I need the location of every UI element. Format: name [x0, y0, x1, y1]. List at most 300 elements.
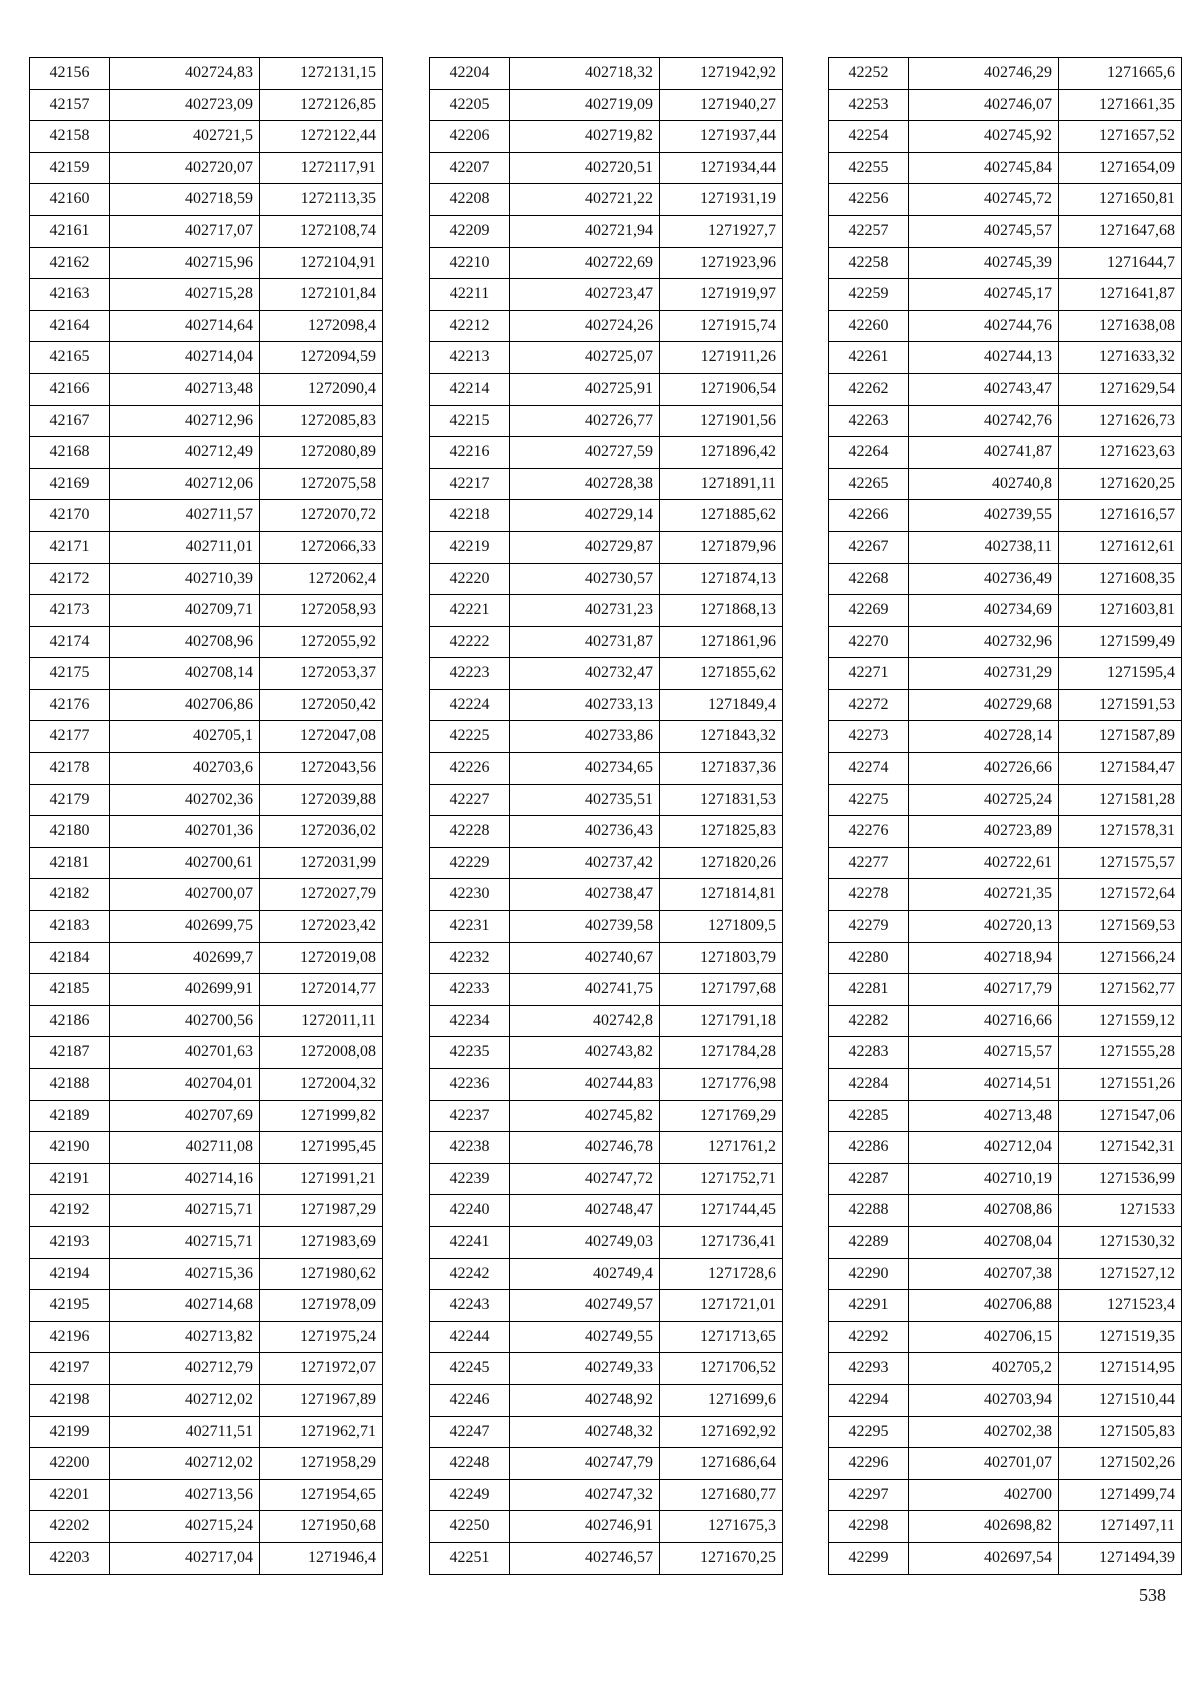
- x-coordinate-cell: 402705,2: [909, 1353, 1059, 1385]
- y-coordinate-cell: 1272050,42: [260, 689, 383, 721]
- table-row: [30, 1132, 383, 1164]
- x-coordinate-cell: 402725,91: [510, 373, 660, 405]
- point-id-cell: 42207: [430, 152, 510, 184]
- y-coordinate-cell: 1271551,26: [1059, 1069, 1182, 1101]
- table-row: [430, 310, 783, 342]
- x-coordinate-cell: 402702,38: [909, 1416, 1059, 1448]
- table-row: [30, 342, 383, 374]
- y-coordinate-cell: 1272004,32: [260, 1069, 383, 1101]
- table-row: [829, 689, 1182, 721]
- table-row: [30, 847, 383, 879]
- table-row: [829, 974, 1182, 1006]
- x-coordinate-cell: 402703,6: [110, 753, 260, 785]
- point-id-cell: 42195: [30, 1290, 110, 1322]
- table-row: [30, 974, 383, 1006]
- point-id-cell: 42267: [829, 531, 909, 563]
- x-coordinate-cell: 402700: [909, 1479, 1059, 1511]
- point-id-cell: 42225: [430, 721, 510, 753]
- table-row: [430, 215, 783, 247]
- x-coordinate-cell: 402736,49: [909, 563, 1059, 595]
- x-coordinate-cell: 402732,47: [510, 658, 660, 690]
- point-id-cell: 42162: [30, 247, 110, 279]
- x-coordinate-cell: 402734,65: [510, 753, 660, 785]
- point-id-cell: 42172: [30, 563, 110, 595]
- x-coordinate-cell: 402745,39: [909, 247, 1059, 279]
- x-coordinate-cell: 402720,13: [909, 911, 1059, 943]
- x-coordinate-cell: 402700,56: [110, 1005, 260, 1037]
- x-coordinate-cell: 402731,87: [510, 626, 660, 658]
- table-row: [30, 721, 383, 753]
- y-coordinate-cell: 1271868,13: [660, 595, 783, 627]
- y-coordinate-cell: 1271612,61: [1059, 531, 1182, 563]
- table-row: [829, 816, 1182, 848]
- y-coordinate-cell: 1271987,29: [260, 1195, 383, 1227]
- point-id-cell: 42289: [829, 1226, 909, 1258]
- point-id-cell: 42251: [430, 1542, 510, 1574]
- y-coordinate-cell: 1271566,24: [1059, 942, 1182, 974]
- table-row: [430, 847, 783, 879]
- x-coordinate-cell: 402709,71: [110, 595, 260, 627]
- y-coordinate-cell: 1272031,99: [260, 847, 383, 879]
- y-coordinate-cell: 1272090,4: [260, 373, 383, 405]
- table-row: [829, 1100, 1182, 1132]
- point-id-cell: 42233: [430, 974, 510, 1006]
- point-id-cell: 42205: [430, 89, 510, 121]
- table-row: [30, 89, 383, 121]
- x-coordinate-cell: 402715,71: [110, 1226, 260, 1258]
- x-coordinate-cell: 402724,83: [110, 58, 260, 90]
- x-coordinate-cell: 402749,55: [510, 1321, 660, 1353]
- x-coordinate-cell: 402746,78: [510, 1132, 660, 1164]
- table-row: [30, 468, 383, 500]
- y-coordinate-cell: 1271911,26: [660, 342, 783, 374]
- x-coordinate-cell: 402722,69: [510, 247, 660, 279]
- x-coordinate-cell: 402714,04: [110, 342, 260, 374]
- x-coordinate-cell: 402733,13: [510, 689, 660, 721]
- point-id-cell: 42246: [430, 1384, 510, 1416]
- y-coordinate-cell: 1272098,4: [260, 310, 383, 342]
- point-id-cell: 42173: [30, 595, 110, 627]
- y-coordinate-cell: 1272019,08: [260, 942, 383, 974]
- point-id-cell: 42163: [30, 279, 110, 311]
- x-coordinate-cell: 402742,76: [909, 405, 1059, 437]
- point-id-cell: 42247: [430, 1416, 510, 1448]
- y-coordinate-cell: 1271791,18: [660, 1005, 783, 1037]
- y-coordinate-cell: 1272070,72: [260, 500, 383, 532]
- table-row: [30, 1258, 383, 1290]
- x-coordinate-cell: 402712,79: [110, 1353, 260, 1385]
- y-coordinate-cell: 1271581,28: [1059, 784, 1182, 816]
- y-coordinate-cell: 1271680,77: [660, 1479, 783, 1511]
- table-row: [829, 152, 1182, 184]
- x-coordinate-cell: 402746,07: [909, 89, 1059, 121]
- point-id-cell: 42234: [430, 1005, 510, 1037]
- x-coordinate-cell: 402718,59: [110, 184, 260, 216]
- table-row: [829, 531, 1182, 563]
- point-id-cell: 42157: [30, 89, 110, 121]
- x-coordinate-cell: 402720,51: [510, 152, 660, 184]
- point-id-cell: 42268: [829, 563, 909, 595]
- x-coordinate-cell: 402718,32: [510, 58, 660, 90]
- table-row: [30, 531, 383, 563]
- point-id-cell: 42189: [30, 1100, 110, 1132]
- point-id-cell: 42187: [30, 1037, 110, 1069]
- point-id-cell: 42284: [829, 1069, 909, 1101]
- x-coordinate-cell: 402746,29: [909, 58, 1059, 90]
- y-coordinate-cell: 1271587,89: [1059, 721, 1182, 753]
- x-coordinate-cell: 402739,55: [909, 500, 1059, 532]
- point-id-cell: 42219: [430, 531, 510, 563]
- point-id-cell: 42193: [30, 1226, 110, 1258]
- table-row: [829, 563, 1182, 595]
- x-coordinate-cell: 402747,72: [510, 1163, 660, 1195]
- x-coordinate-cell: 402715,36: [110, 1258, 260, 1290]
- x-coordinate-cell: 402740,67: [510, 942, 660, 974]
- point-id-cell: 42158: [30, 121, 110, 153]
- point-id-cell: 42165: [30, 342, 110, 374]
- table-row: [829, 1163, 1182, 1195]
- x-coordinate-cell: 402714,16: [110, 1163, 260, 1195]
- table-row: [829, 626, 1182, 658]
- y-coordinate-cell: 1271620,25: [1059, 468, 1182, 500]
- coordinate-table-3: [828, 57, 1182, 1575]
- point-id-cell: 42171: [30, 531, 110, 563]
- x-coordinate-cell: 402749,33: [510, 1353, 660, 1385]
- point-id-cell: 42204: [430, 58, 510, 90]
- table-row: [829, 784, 1182, 816]
- table-row: [829, 595, 1182, 627]
- table-row: [829, 847, 1182, 879]
- table-row: [430, 405, 783, 437]
- x-coordinate-cell: 402743,47: [909, 373, 1059, 405]
- point-id-cell: 42227: [430, 784, 510, 816]
- y-coordinate-cell: 1271633,32: [1059, 342, 1182, 374]
- table-row: [30, 1195, 383, 1227]
- x-coordinate-cell: 402708,04: [909, 1226, 1059, 1258]
- table-row: [30, 689, 383, 721]
- y-coordinate-cell: 1271937,44: [660, 121, 783, 153]
- point-id-cell: 42226: [430, 753, 510, 785]
- x-coordinate-cell: 402711,51: [110, 1416, 260, 1448]
- y-coordinate-cell: 1271980,62: [260, 1258, 383, 1290]
- x-coordinate-cell: 402731,29: [909, 658, 1059, 690]
- table-row: [30, 215, 383, 247]
- x-coordinate-cell: 402708,86: [909, 1195, 1059, 1227]
- point-id-cell: 42198: [30, 1384, 110, 1416]
- point-id-cell: 42190: [30, 1132, 110, 1164]
- x-coordinate-cell: 402700,07: [110, 879, 260, 911]
- y-coordinate-cell: 1271502,26: [1059, 1448, 1182, 1480]
- point-id-cell: 42206: [430, 121, 510, 153]
- table-row: [829, 1542, 1182, 1574]
- point-id-cell: 42236: [430, 1069, 510, 1101]
- table-row: [430, 1226, 783, 1258]
- point-id-cell: 42260: [829, 310, 909, 342]
- point-id-cell: 42243: [430, 1290, 510, 1322]
- point-id-cell: 42263: [829, 405, 909, 437]
- table-row: [30, 1542, 383, 1574]
- y-coordinate-cell: 1272027,79: [260, 879, 383, 911]
- y-coordinate-cell: 1271647,68: [1059, 215, 1182, 247]
- y-coordinate-cell: 1271736,41: [660, 1226, 783, 1258]
- x-coordinate-cell: 402719,82: [510, 121, 660, 153]
- point-id-cell: 42217: [430, 468, 510, 500]
- table-row: [430, 974, 783, 1006]
- table-row: [430, 500, 783, 532]
- x-coordinate-cell: 402721,5: [110, 121, 260, 153]
- table-row: [829, 500, 1182, 532]
- table-row: [30, 247, 383, 279]
- y-coordinate-cell: 1271978,09: [260, 1290, 383, 1322]
- x-coordinate-cell: 402730,57: [510, 563, 660, 595]
- table-row: [430, 1100, 783, 1132]
- table-row: [30, 310, 383, 342]
- x-coordinate-cell: 402712,06: [110, 468, 260, 500]
- y-coordinate-cell: 1271638,08: [1059, 310, 1182, 342]
- point-id-cell: 42282: [829, 1005, 909, 1037]
- point-id-cell: 42293: [829, 1353, 909, 1385]
- table-row: [430, 373, 783, 405]
- point-id-cell: 42211: [430, 279, 510, 311]
- table-row: [30, 1511, 383, 1543]
- x-coordinate-cell: 402725,07: [510, 342, 660, 374]
- table-row: [430, 437, 783, 469]
- x-coordinate-cell: 402742,8: [510, 1005, 660, 1037]
- y-coordinate-cell: 1271803,79: [660, 942, 783, 974]
- table-row: [829, 121, 1182, 153]
- point-id-cell: 42253: [829, 89, 909, 121]
- y-coordinate-cell: 1271547,06: [1059, 1100, 1182, 1132]
- x-coordinate-cell: 402728,14: [909, 721, 1059, 753]
- table-row: [829, 1069, 1182, 1101]
- point-id-cell: 42215: [430, 405, 510, 437]
- point-id-cell: 42255: [829, 152, 909, 184]
- table-row: [30, 1353, 383, 1385]
- point-id-cell: 42290: [829, 1258, 909, 1290]
- table-row: [829, 753, 1182, 785]
- y-coordinate-cell: 1271831,53: [660, 784, 783, 816]
- y-coordinate-cell: 1272117,91: [260, 152, 383, 184]
- x-coordinate-cell: 402723,89: [909, 816, 1059, 848]
- x-coordinate-cell: 402731,23: [510, 595, 660, 627]
- table-row: [430, 1005, 783, 1037]
- table-row: [829, 1384, 1182, 1416]
- x-coordinate-cell: 402706,86: [110, 689, 260, 721]
- point-id-cell: 42191: [30, 1163, 110, 1195]
- table-row: [829, 911, 1182, 943]
- point-id-cell: 42287: [829, 1163, 909, 1195]
- x-coordinate-cell: 402698,82: [909, 1511, 1059, 1543]
- x-coordinate-cell: 402749,03: [510, 1226, 660, 1258]
- table-row: [30, 1479, 383, 1511]
- point-id-cell: 42156: [30, 58, 110, 90]
- y-coordinate-cell: 1271692,92: [660, 1416, 783, 1448]
- point-id-cell: 42194: [30, 1258, 110, 1290]
- point-id-cell: 42265: [829, 468, 909, 500]
- x-coordinate-cell: 402707,69: [110, 1100, 260, 1132]
- table-row: [430, 1321, 783, 1353]
- point-id-cell: 42274: [829, 753, 909, 785]
- x-coordinate-cell: 402746,57: [510, 1542, 660, 1574]
- table-row: [430, 1069, 783, 1101]
- table-row: [30, 879, 383, 911]
- point-id-cell: 42188: [30, 1069, 110, 1101]
- x-coordinate-cell: 402705,1: [110, 721, 260, 753]
- point-id-cell: 42166: [30, 373, 110, 405]
- x-coordinate-cell: 402738,11: [909, 531, 1059, 563]
- table-row: [430, 942, 783, 974]
- x-coordinate-cell: 402735,51: [510, 784, 660, 816]
- x-coordinate-cell: 402715,71: [110, 1195, 260, 1227]
- table-row: [30, 152, 383, 184]
- table-row: [430, 689, 783, 721]
- point-id-cell: 42176: [30, 689, 110, 721]
- point-id-cell: 42181: [30, 847, 110, 879]
- point-id-cell: 42272: [829, 689, 909, 721]
- x-coordinate-cell: 402721,94: [510, 215, 660, 247]
- table-row: [430, 1353, 783, 1385]
- x-coordinate-cell: 402726,66: [909, 753, 1059, 785]
- y-coordinate-cell: 1272062,4: [260, 563, 383, 595]
- point-id-cell: 42285: [829, 1100, 909, 1132]
- x-coordinate-cell: 402701,07: [909, 1448, 1059, 1480]
- y-coordinate-cell: 1272126,85: [260, 89, 383, 121]
- table-row: [30, 595, 383, 627]
- point-id-cell: 42299: [829, 1542, 909, 1574]
- point-id-cell: 42168: [30, 437, 110, 469]
- point-id-cell: 42276: [829, 816, 909, 848]
- coordinate-table-2: [429, 57, 783, 1575]
- y-coordinate-cell: 1272014,77: [260, 974, 383, 1006]
- table-row: [30, 1448, 383, 1480]
- table-row: [829, 310, 1182, 342]
- x-coordinate-cell: 402703,94: [909, 1384, 1059, 1416]
- y-coordinate-cell: 1271797,68: [660, 974, 783, 1006]
- x-coordinate-cell: 402741,75: [510, 974, 660, 1006]
- y-coordinate-cell: 1272008,08: [260, 1037, 383, 1069]
- point-id-cell: 42220: [430, 563, 510, 595]
- point-id-cell: 42210: [430, 247, 510, 279]
- point-id-cell: 42223: [430, 658, 510, 690]
- y-coordinate-cell: 1271891,11: [660, 468, 783, 500]
- point-id-cell: 42184: [30, 942, 110, 974]
- point-id-cell: 42232: [430, 942, 510, 974]
- y-coordinate-cell: 1271595,4: [1059, 658, 1182, 690]
- table-row: [30, 279, 383, 311]
- y-coordinate-cell: 1271569,53: [1059, 911, 1182, 943]
- table-row: [829, 342, 1182, 374]
- y-coordinate-cell: 1271603,81: [1059, 595, 1182, 627]
- y-coordinate-cell: 1271769,29: [660, 1100, 783, 1132]
- y-coordinate-cell: 1271940,27: [660, 89, 783, 121]
- x-coordinate-cell: 402744,76: [909, 310, 1059, 342]
- point-id-cell: 42159: [30, 152, 110, 184]
- x-coordinate-cell: 402745,84: [909, 152, 1059, 184]
- y-coordinate-cell: 1272131,15: [260, 58, 383, 90]
- y-coordinate-cell: 1272108,74: [260, 215, 383, 247]
- table-row: [430, 152, 783, 184]
- y-coordinate-cell: 1271906,54: [660, 373, 783, 405]
- x-coordinate-cell: 402745,57: [909, 215, 1059, 247]
- y-coordinate-cell: 1271931,19: [660, 184, 783, 216]
- table-row: [30, 373, 383, 405]
- table-row: [829, 1037, 1182, 1069]
- x-coordinate-cell: 402732,96: [909, 626, 1059, 658]
- point-id-cell: 42228: [430, 816, 510, 848]
- y-coordinate-cell: 1271942,92: [660, 58, 783, 90]
- y-coordinate-cell: 1271559,12: [1059, 1005, 1182, 1037]
- point-id-cell: 42240: [430, 1195, 510, 1227]
- y-coordinate-cell: 1271950,68: [260, 1511, 383, 1543]
- table-row: [30, 753, 383, 785]
- y-coordinate-cell: 1271699,6: [660, 1384, 783, 1416]
- table-row: [30, 942, 383, 974]
- x-coordinate-cell: 402739,58: [510, 911, 660, 943]
- table-row: [430, 595, 783, 627]
- point-id-cell: 42288: [829, 1195, 909, 1227]
- y-coordinate-cell: 1272043,56: [260, 753, 383, 785]
- point-id-cell: 42281: [829, 974, 909, 1006]
- y-coordinate-cell: 1271675,3: [660, 1511, 783, 1543]
- point-id-cell: 42271: [829, 658, 909, 690]
- y-coordinate-cell: 1271584,47: [1059, 753, 1182, 785]
- y-coordinate-cell: 1271954,65: [260, 1479, 383, 1511]
- table-row: [829, 1226, 1182, 1258]
- point-id-cell: 42279: [829, 911, 909, 943]
- table-row: [829, 1258, 1182, 1290]
- point-id-cell: 42160: [30, 184, 110, 216]
- point-id-cell: 42286: [829, 1132, 909, 1164]
- table-row: [430, 1132, 783, 1164]
- x-coordinate-cell: 402699,7: [110, 942, 260, 974]
- y-coordinate-cell: 1271623,63: [1059, 437, 1182, 469]
- point-id-cell: 42264: [829, 437, 909, 469]
- y-coordinate-cell: 1271820,26: [660, 847, 783, 879]
- point-id-cell: 42280: [829, 942, 909, 974]
- x-coordinate-cell: 402713,48: [110, 373, 260, 405]
- table-row: [430, 1542, 783, 1574]
- x-coordinate-cell: 402713,48: [909, 1100, 1059, 1132]
- y-coordinate-cell: 1271962,71: [260, 1416, 383, 1448]
- y-coordinate-cell: 1271849,4: [660, 689, 783, 721]
- point-id-cell: 42248: [430, 1448, 510, 1480]
- table-row: [30, 816, 383, 848]
- table-row: [430, 721, 783, 753]
- table-row: [829, 1321, 1182, 1353]
- point-id-cell: 42254: [829, 121, 909, 153]
- table-row: [30, 1005, 383, 1037]
- table-row: [430, 658, 783, 690]
- y-coordinate-cell: 1272047,08: [260, 721, 383, 753]
- x-coordinate-cell: 402714,51: [909, 1069, 1059, 1101]
- y-coordinate-cell: 1272075,58: [260, 468, 383, 500]
- y-coordinate-cell: 1271536,99: [1059, 1163, 1182, 1195]
- table-row: [430, 89, 783, 121]
- point-id-cell: 42249: [430, 1479, 510, 1511]
- y-coordinate-cell: 1271991,21: [260, 1163, 383, 1195]
- table-row: [30, 1226, 383, 1258]
- y-coordinate-cell: 1271896,42: [660, 437, 783, 469]
- y-coordinate-cell: 1271861,96: [660, 626, 783, 658]
- x-coordinate-cell: 402734,69: [909, 595, 1059, 627]
- table-row: [30, 184, 383, 216]
- table-row: [829, 721, 1182, 753]
- x-coordinate-cell: 402738,47: [510, 879, 660, 911]
- point-id-cell: 42218: [430, 500, 510, 532]
- x-coordinate-cell: 402717,07: [110, 215, 260, 247]
- table-row: [430, 531, 783, 563]
- x-coordinate-cell: 402729,87: [510, 531, 660, 563]
